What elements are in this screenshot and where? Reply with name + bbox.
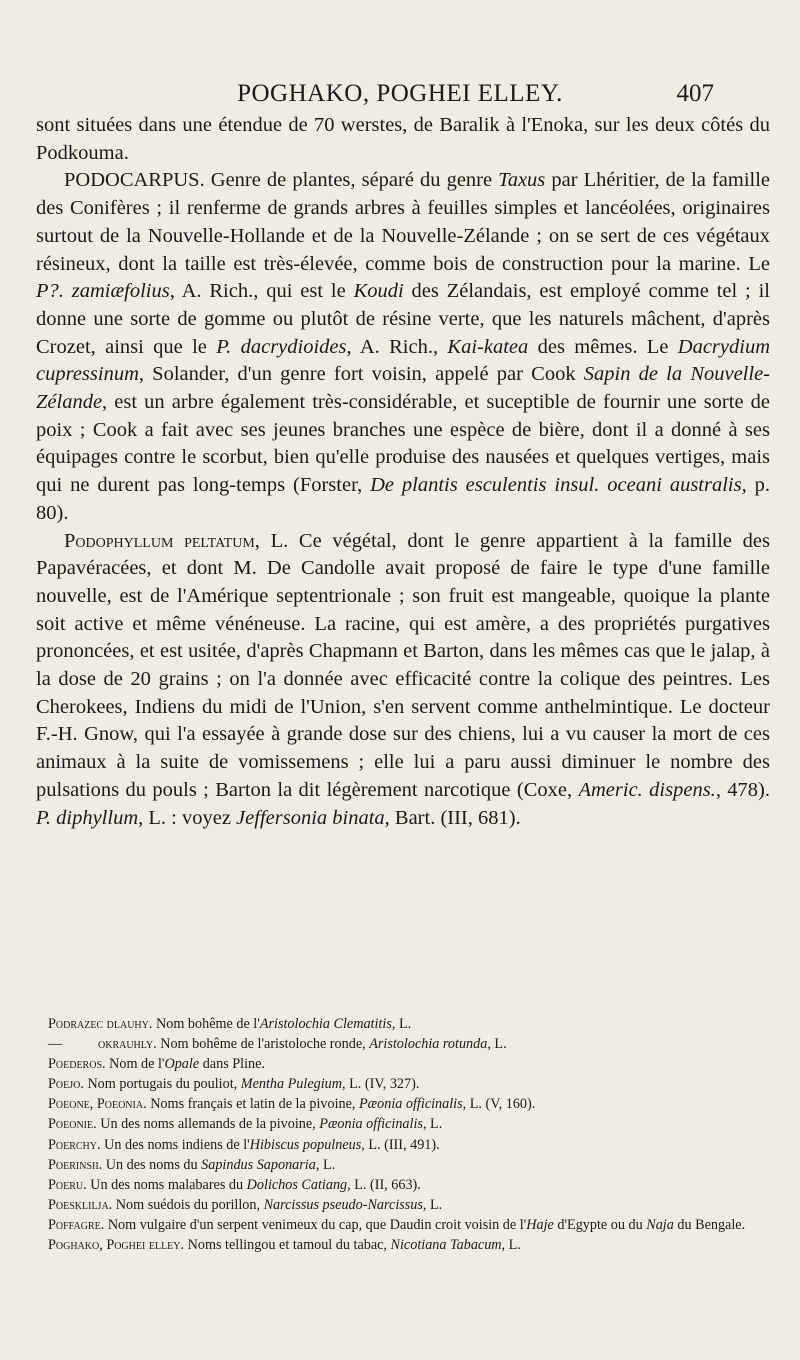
short-entry: Poffagre. Nom vulgaire d'un serpent venimeux du cap, que Daudin croit voisin de l'Haje d'Egypte ou du Naja du Bengale. bbox=[48, 1216, 746, 1233]
short-entry: Poejo. Nom portugais du pouliot, Mentha Pulegium, L. (IV, 327). bbox=[48, 1076, 420, 1093]
page-number: 407 bbox=[676, 80, 714, 107]
entry-podophyllum: Podophyllum peltatum, L. Ce végétal, dont le genre appartient à la famille des Papavéracées, et dont M. De Candolle avait proposé de faire le type d'une famille nouvelle, est de l'Amérique septentrionale ; son fruit est mangeable, quoique la plante soit active et même vénéneuse. La racine, qui est amère, a des propriétés purgatives prononcées, et est usitée, d'après Chapmann et Barton, dans les mêmes cas que le jalap, à la dose de 20 grains ; on l'a donnée avec efficacité contre la colique des peintres. Les Cherokees, Indiens du midi de l'Union, s'en servent comme anthelmintique. Le docteur F.-H. Gnow, qui l'a essayée à grande dose sur des chiens, lui a vu causer la mort de ces animaux à la suite de vomissemens ; elle lui a paru aussi diminuer le nombre des pulsations du pouls ; Barton la dit légèrement narcotique (Coxe, Americ. dispens., 478). P. diphyllum, L. : voyez Jeffersonia binata, Bart. (III, 681). bbox=[36, 529, 771, 829]
short-entry: — okrauhly. Nom bohême de l'aristoloche ronde, Aristolochia rotunda, L. bbox=[48, 1036, 507, 1053]
short-entries bbox=[36, 1014, 776, 1255]
entry-term: PODOCARPUS. bbox=[64, 169, 205, 192]
paragraph-continuation: sont situées dans une étendue de 70 werstes, de Baralik à l'Enoka, sur les deux côtés du Podkouma. bbox=[36, 114, 770, 164]
running-header: POGHAKO, POGHEI ELLEY. bbox=[237, 80, 563, 107]
entry-podocarpus: PODOCARPUS. Genre de plantes, séparé du genre Taxus par Lhéritier, de la famille des Conifères ; il renferme de grands arbres à feuilles simples et lancéolées, originaires surtout de la Nouvelle-Hollande et de la Nouvelle-Zélande ; on se sert de ces végétaux résineux, dont la taille est très-élevée, comme bois de construction pour la marine. Le P?. zamiæfolius, A. Rich., qui est le Koudi des Zélandais, est employé comme tel ; il donne une sorte de gomme ou plutôt de résine verte, que les naturels mâchent, d'après Crozet, ainsi que le P. dacrydioides, A. Rich., Kai-katea des mêmes. Le Dacrydium cupressinum, Solander, d'un genre fort voisin, appelé par Cook Sapin de la Nouvelle-Zélande, est un arbre également très-considérable, et suceptible de fournir une sorte de poix ; Cook a fait avec ses jeunes branches une espèce de bière, dont il a donné à ses équipages contre le scorbut, bien qu'elle produise des nausées et quelques vertiges, mais qui ne durent pas long-temps (Forster, De plantis esculentis insul. oceani australis, p. 80). bbox=[36, 169, 771, 524]
short-entry: Poghako, Poghei elley. Noms tellingou et tamoul du tabac, Nicotiana Tabacum, L. bbox=[48, 1237, 521, 1254]
short-entry: Poerinsii. Un des noms du Sapindus Saponaria, L. bbox=[48, 1156, 336, 1173]
short-entry: Poeru. Un des noms malabares du Dolichos Catiang, L. (II, 663). bbox=[48, 1176, 421, 1193]
short-entry: Poeone, Poeonia. Noms français et latin de la pivoine, Pæonia officinalis, L. (V, 160). bbox=[48, 1096, 536, 1113]
entry-term: Podophyllum peltatum bbox=[64, 529, 255, 552]
short-entry: Poeonie. Un des noms allemands de la pivoine, Pæonia officinalis, L. bbox=[48, 1116, 443, 1133]
short-entry: Poeskliljа. Nom suédois du porillon, Narcissus pseudo-Narcissus, L. bbox=[48, 1196, 443, 1213]
main-text bbox=[36, 112, 770, 832]
short-entry: Podrazec dlauhy. Nom bohême de l'Aristolochia Clematitis, L. bbox=[48, 1016, 412, 1032]
short-entry: Poederos. Nom de l'Opale dans Pline. bbox=[48, 1056, 265, 1073]
short-entry: Poerchy. Un des noms indiens de l'Hibiscus populneus, L. (III, 491). bbox=[48, 1136, 440, 1153]
